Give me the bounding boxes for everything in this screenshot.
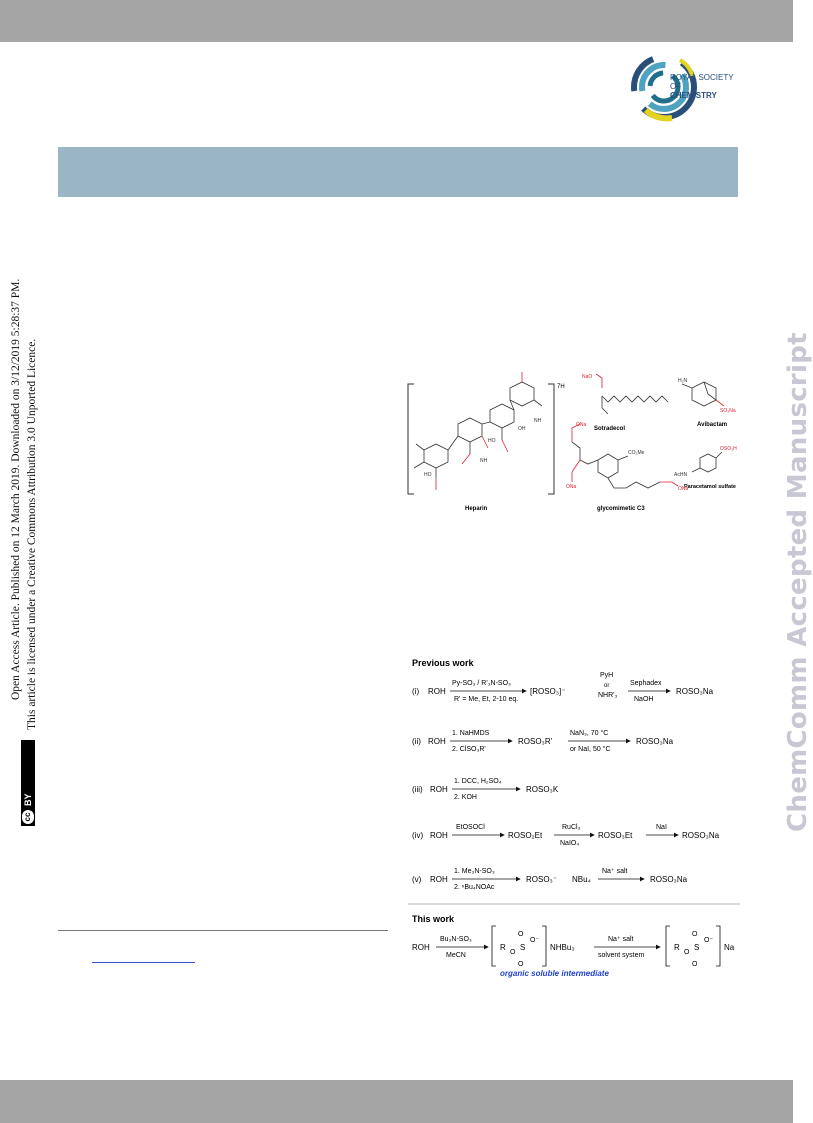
avibactam-label: Avibactam — [697, 422, 728, 428]
this-work-title: This work — [412, 914, 455, 924]
svg-text:O: O — [510, 949, 516, 956]
svg-text:(iv): (iv) — [412, 831, 424, 840]
svg-text:R: R — [500, 943, 506, 952]
cc-icon: cc — [22, 810, 34, 824]
svg-text:2. ⁿBu₄NOAc: 2. ⁿBu₄NOAc — [454, 884, 495, 891]
sidebar-licence: This article is licensed under a Creative Commons Attribution 3.0 Unported Licence. — [26, 338, 38, 730]
svg-text:(iii): (iii) — [412, 785, 423, 794]
svg-text:ROSO₃Na: ROSO₃Na — [636, 737, 674, 746]
svg-text:AcHN: AcHN — [674, 472, 688, 478]
svg-text:2. ClSO₃R': 2. ClSO₃R' — [452, 746, 486, 753]
svg-text:ROSO₃Et: ROSO₃Et — [598, 831, 633, 840]
bottom-bar — [0, 1080, 793, 1123]
svg-text:MeCN: MeCN — [446, 952, 466, 959]
svg-text:R' = Me, Et, 2-10 eq.: R' = Me, Et, 2-10 eq. — [454, 696, 519, 703]
svg-text:ONa: ONa — [678, 486, 689, 492]
svg-text:SO₃Na: SO₃Na — [720, 408, 736, 414]
sotradecol-label: Sotradecol — [594, 426, 626, 432]
svg-text:Py-SO₃ / R'₃N-SO₃: Py-SO₃ / R'₃N-SO₃ — [452, 680, 511, 687]
svg-text:(i): (i) — [412, 687, 420, 696]
svg-text:NaI: NaI — [656, 824, 667, 831]
logo-line3: CHEMISTRY — [670, 91, 717, 100]
paracetamol-sulfate-label: Paracetamol sulfate — [684, 484, 736, 490]
cc-by-badge[interactable] — [21, 740, 35, 826]
svg-text:NH: NH — [534, 418, 542, 424]
svg-text:solvent system: solvent system — [598, 952, 645, 959]
top-bar — [0, 0, 793, 42]
svg-text:1. NaHMDS: 1. NaHMDS — [452, 730, 490, 737]
footnote-link[interactable] — [92, 962, 195, 963]
svg-text:S: S — [694, 943, 700, 952]
svg-text:or: or — [604, 683, 610, 689]
figure-sulfated-molecules — [402, 368, 742, 520]
svg-text:ROSO₃Na: ROSO₃Na — [650, 875, 688, 884]
scheme-row-i — [412, 672, 714, 703]
svg-text:PyH: PyH — [600, 672, 614, 679]
scheme-row-v — [412, 868, 688, 891]
scheme-row-iii — [412, 778, 559, 801]
accepted-manuscript-watermark: ChemComm Accepted Manuscript — [783, 332, 813, 832]
svg-text:ROSO₃R': ROSO₃R' — [518, 737, 553, 746]
svg-text:ROH: ROH — [412, 943, 430, 952]
svg-text:Sephadex: Sephadex — [630, 680, 662, 687]
svg-text:O: O — [692, 931, 698, 938]
svg-text:ROSO₂Et: ROSO₂Et — [508, 831, 543, 840]
svg-text:(v): (v) — [412, 875, 422, 884]
by-icon: BY — [23, 793, 33, 806]
svg-text:R: R — [674, 943, 680, 952]
svg-text:ROH: ROH — [428, 737, 446, 746]
rsc-logo — [632, 52, 744, 122]
svg-text:ROH: ROH — [430, 785, 448, 794]
svg-text:ONa: ONa — [576, 422, 587, 428]
svg-text:NHBu₃: NHBu₃ — [550, 943, 575, 952]
logo-line1: ROYAL SOCIETY — [670, 73, 734, 82]
svg-text:S: S — [520, 943, 526, 952]
journal-banner — [58, 147, 738, 197]
svg-text:O: O — [684, 949, 690, 956]
svg-text:ROSO₃Na: ROSO₃Na — [682, 831, 720, 840]
svg-text:O: O — [518, 961, 524, 968]
svg-text:Na: Na — [724, 943, 735, 952]
footnote-rule — [58, 930, 388, 931]
svg-text:O⁻: O⁻ — [530, 937, 540, 944]
svg-text:ROSO₃⁻: ROSO₃⁻ — [526, 875, 558, 884]
scheme-row-iv — [412, 824, 720, 847]
svg-text:NBu₄: NBu₄ — [572, 875, 591, 884]
svg-text:Bu₃N-SO₃: Bu₃N-SO₃ — [440, 936, 472, 943]
svg-text:(ii): (ii) — [412, 737, 421, 746]
svg-text:RuCl₃: RuCl₃ — [562, 824, 581, 831]
scheme-row-ii — [412, 729, 674, 753]
glycomimetic-label: glycomimetic C3 — [597, 506, 645, 512]
previous-work-title: Previous work — [412, 658, 474, 668]
svg-text:OH: OH — [518, 426, 526, 432]
svg-text:Na⁺ salt: Na⁺ salt — [602, 868, 628, 875]
svg-text:CO₂Me: CO₂Me — [628, 450, 645, 456]
svg-text:Na⁺ salt: Na⁺ salt — [608, 936, 634, 943]
heparin-charge: 7H — [557, 384, 565, 390]
svg-text:NaOH: NaOH — [634, 696, 654, 703]
svg-text:OSO₃H: OSO₃H — [720, 446, 737, 452]
svg-text:ROH: ROH — [430, 831, 448, 840]
svg-text:HO: HO — [424, 472, 432, 478]
svg-text:O: O — [692, 961, 698, 968]
heparin-label: Heparin — [465, 506, 488, 512]
svg-text:1. Me₃N-SO₃: 1. Me₃N-SO₃ — [454, 868, 495, 875]
logo-line2: OF — [670, 82, 682, 91]
sidebar-published: Open Access Article. Published on 12 March 2019. Downloaded on 3/12/2019 5:28:37 PM. — [10, 278, 22, 700]
svg-text:ONa: ONa — [566, 484, 577, 490]
svg-text:O⁻: O⁻ — [704, 937, 714, 944]
svg-text:2. KOH: 2. KOH — [454, 794, 477, 801]
svg-text:H₂N: H₂N — [678, 378, 688, 384]
svg-text:NaN₃, 70 °C: NaN₃, 70 °C — [570, 730, 609, 737]
svg-text:NHR'₃: NHR'₃ — [598, 692, 618, 699]
svg-text:EtOSOCl: EtOSOCl — [456, 824, 485, 831]
svg-text:NaIO₄: NaIO₄ — [560, 840, 580, 847]
svg-text:NH: NH — [480, 458, 488, 464]
svg-text:[ROSO₃]⁻: [ROSO₃]⁻ — [530, 687, 566, 696]
svg-text:HO: HO — [488, 438, 496, 444]
svg-text:O: O — [518, 931, 524, 938]
scheme-this-work — [412, 926, 735, 978]
svg-text:or NaI, 50 °C: or NaI, 50 °C — [570, 746, 611, 753]
svg-text:ROSO₃Na: ROSO₃Na — [676, 687, 714, 696]
scheme-sulfation-methods — [408, 654, 742, 982]
svg-text:ROH: ROH — [428, 687, 446, 696]
svg-text:NaO: NaO — [582, 374, 593, 380]
svg-text:1. DCC, H₂SO₄: 1. DCC, H₂SO₄ — [454, 778, 502, 785]
svg-text:ROH: ROH — [430, 875, 448, 884]
organic-soluble-caption: organic soluble intermediate — [500, 969, 609, 978]
svg-text:ROSO₃K: ROSO₃K — [526, 785, 559, 794]
